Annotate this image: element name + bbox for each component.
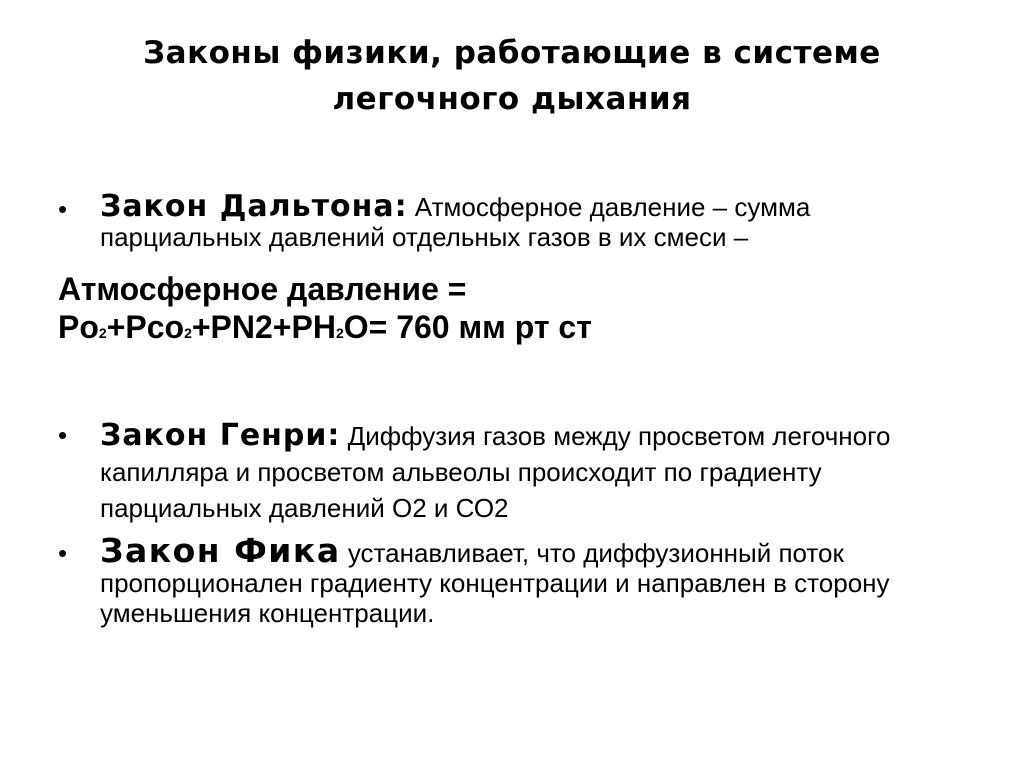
formula-part-pn2-ph: +PN2+PH [191, 309, 336, 345]
bullet-dot: • [58, 538, 68, 568]
bullet-fick-law [58, 531, 958, 628]
bullet-text [100, 418, 958, 526]
bullet-dalton-law [58, 189, 958, 252]
bullet-henry-law [58, 418, 958, 526]
formula-subscript: 2 [335, 325, 344, 341]
law-name-dalton: Закон Дальтона: [100, 189, 408, 224]
formula-part-po: Po [58, 309, 99, 345]
bullet-dot: • [58, 194, 68, 224]
formula-part-result: O= 760 мм рт ст [343, 309, 592, 345]
formula-part-pco: +Pco [106, 309, 185, 345]
bullet-text [100, 531, 958, 628]
formula-line-1: Атмосферное давление = [58, 271, 467, 307]
formula-subscript: 2 [98, 325, 107, 341]
slide-title [60, 30, 964, 122]
dalton-formula [58, 270, 958, 352]
title-line-1: Законы физики, работающие в системе [143, 35, 881, 71]
formula-subscript: 2 [184, 325, 192, 341]
title-line-2: легочного дыхания [332, 81, 692, 117]
law-name-fick: Закон Фика [100, 531, 341, 570]
law-description-fick: устанавливает, что диффузионный поток пропорционален градиенту концентрации и направлен в сторону уменьшения концентрации. [100, 538, 890, 628]
law-name-henry: Закон Генри: [100, 418, 341, 453]
law-description-dalton: Атмосферное давление – сумма парциальных давлений отдельных газов в их смеси – [100, 192, 811, 252]
bullet-text [100, 189, 958, 252]
formula-line-2 [58, 308, 958, 352]
law-description-henry: Диффузия газов между просветом легочного капилляра и просветом альвеолы происходит по градиенту парциальных давлений О2 и СО2 [100, 421, 891, 523]
bullet-dot: • [58, 420, 68, 450]
